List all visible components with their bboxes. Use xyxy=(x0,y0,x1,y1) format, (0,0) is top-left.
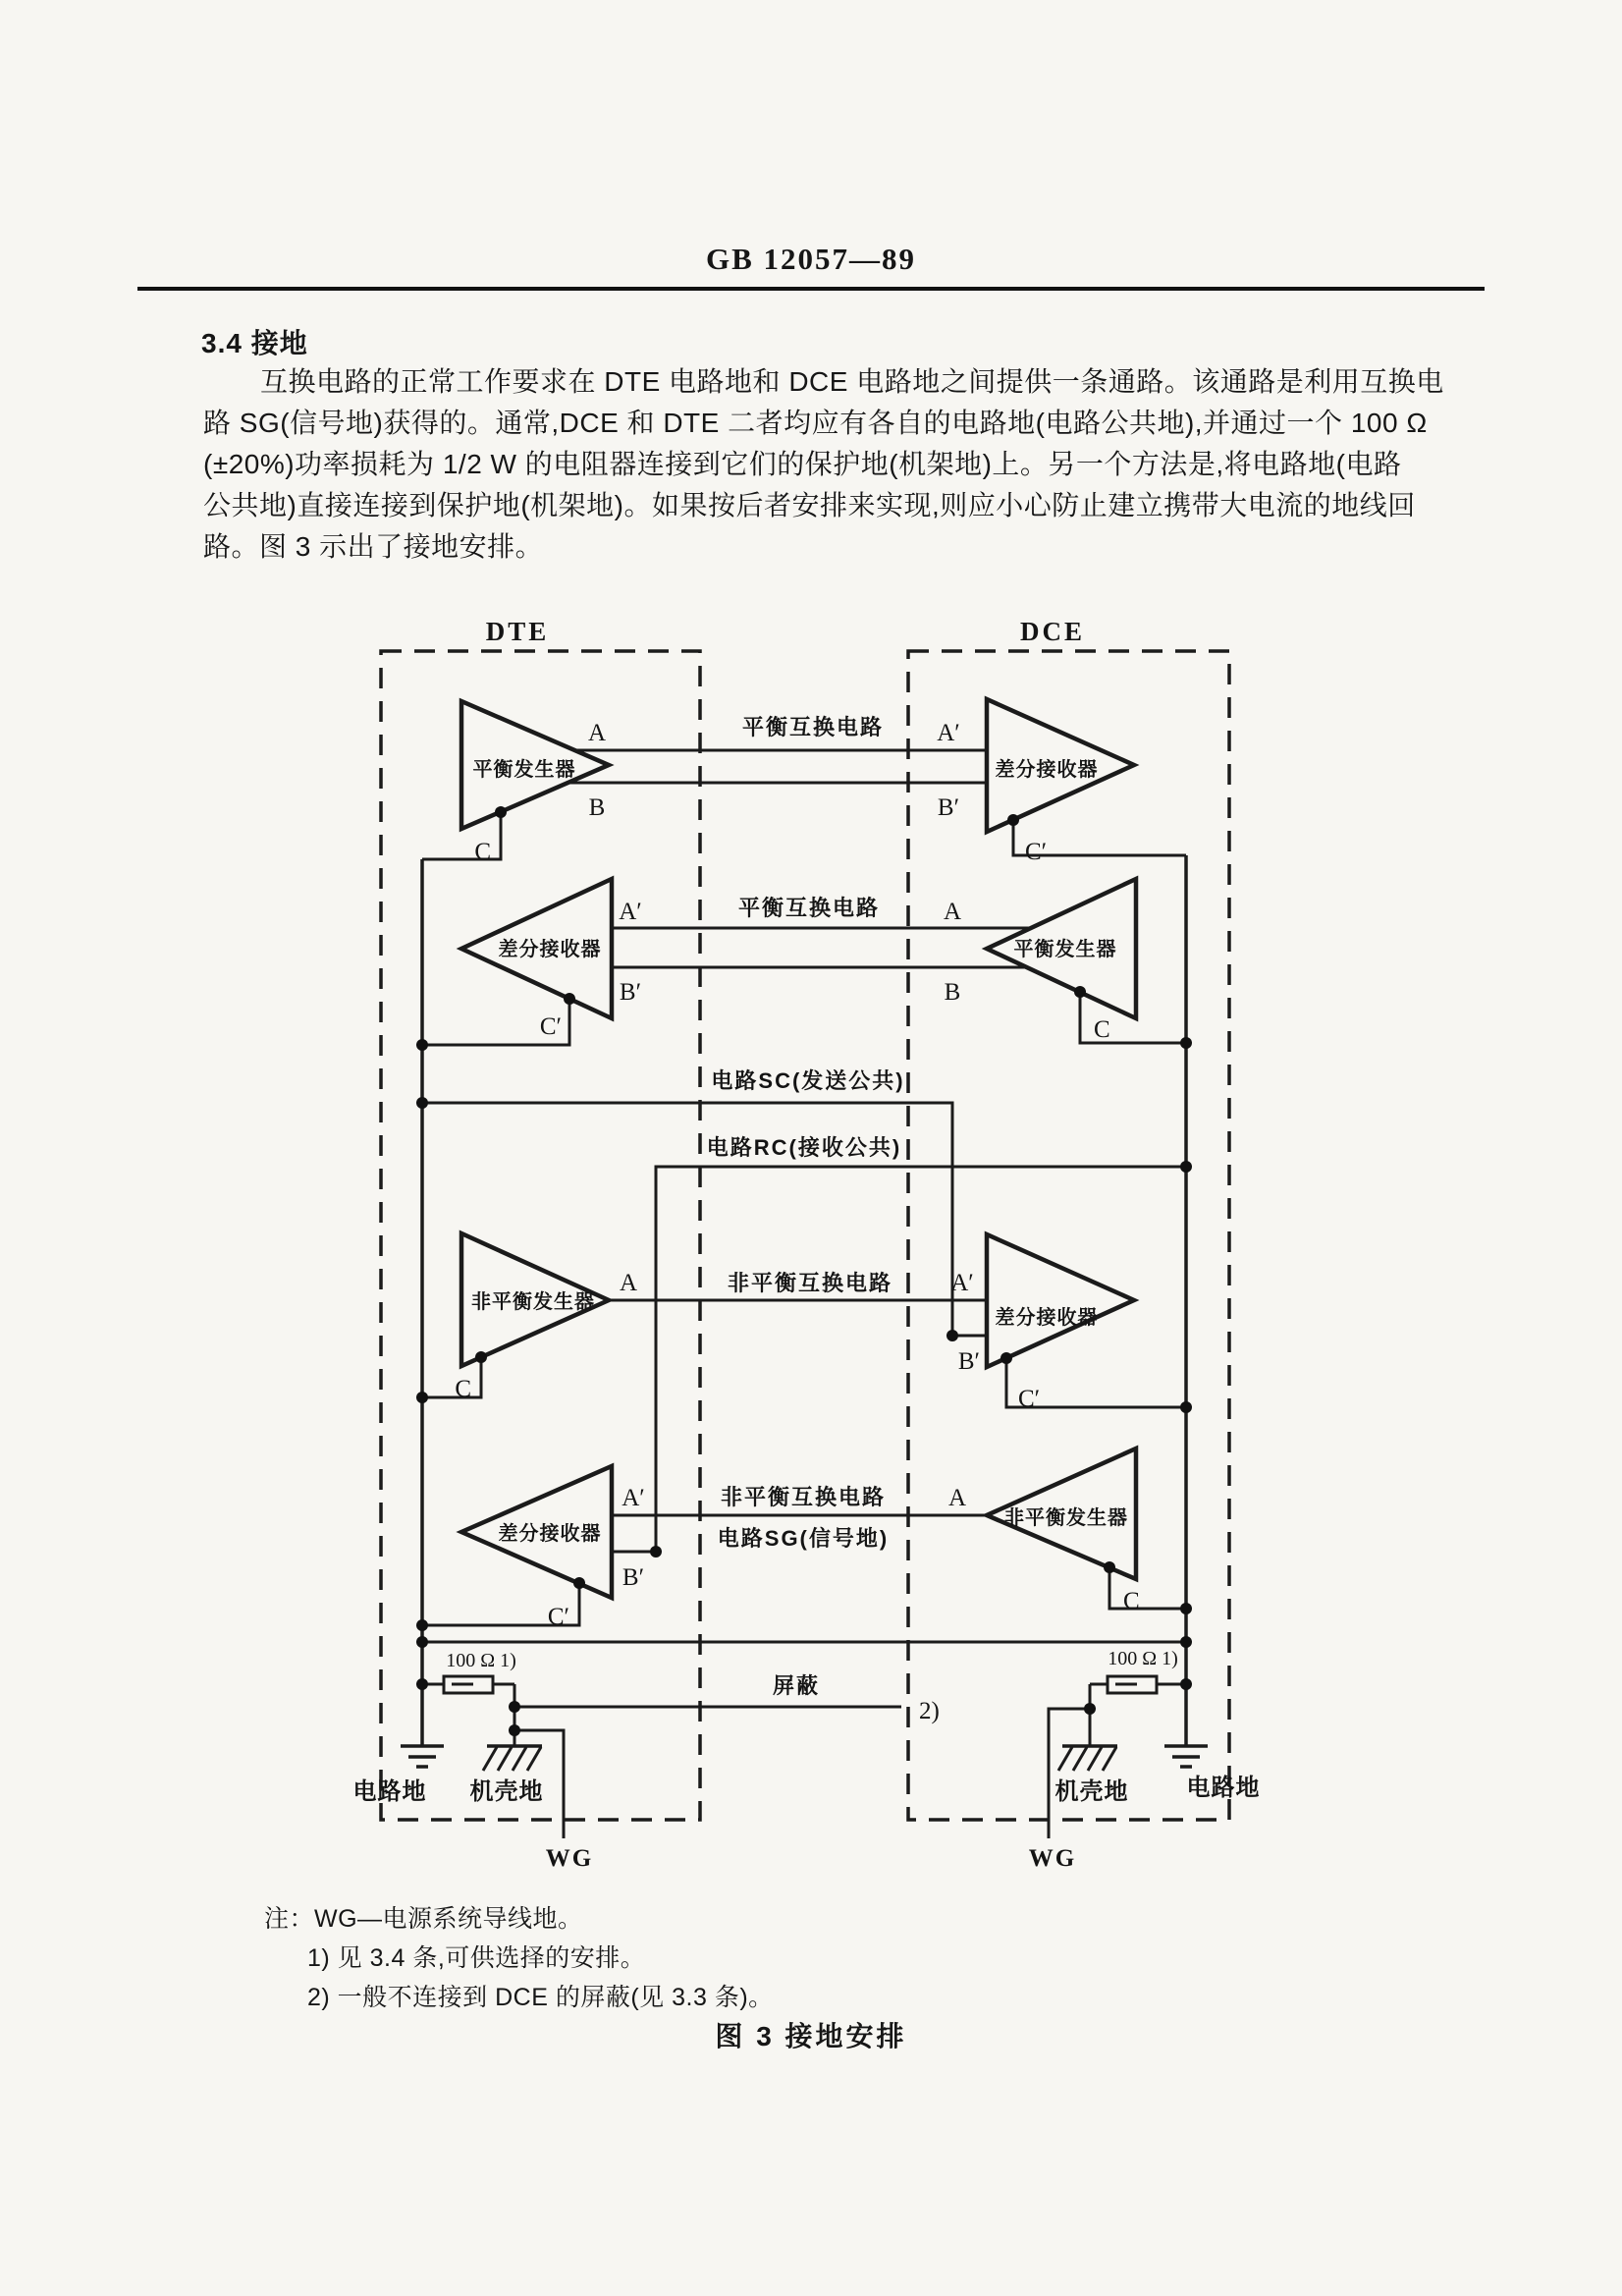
pin-label: A xyxy=(947,1485,967,1511)
figure-caption: 图 3 接地安排 xyxy=(715,2021,907,2051)
dte-box xyxy=(381,651,700,1820)
paragraph-line: 互换电路的正常工作要求在 DTE 电路地和 DCE 电路地之间提供一条通路。该通路是利用互换电 xyxy=(260,366,1444,397)
paragraph-line: 路 SG(信号地)获得的。通常,DCE 和 DTE 二者均应有各自的电路地(电路公共地),并通过一个 100 Ω xyxy=(203,408,1428,438)
pin-label: A xyxy=(943,899,962,925)
circuit-label: 非平衡互换电路 xyxy=(727,1271,893,1295)
pin-label: C xyxy=(455,1376,471,1402)
pin-label: B′ xyxy=(622,1564,645,1591)
pin-label: A xyxy=(587,720,607,746)
circuit-label: 电路RC(接收公共) xyxy=(706,1135,902,1160)
note-line: 1) 见 3.4 条,可供选择的安排。 xyxy=(307,1944,646,1972)
pin-label: A′ xyxy=(937,720,960,746)
pin-label: B xyxy=(588,794,606,821)
device-label: 差分接收器 xyxy=(995,759,1099,781)
device-label: 差分接收器 xyxy=(498,939,602,960)
resistor-left xyxy=(444,1676,493,1693)
pin-label: B xyxy=(944,979,961,1006)
paragraph-line: 路。图 3 示出了接地安排。 xyxy=(203,531,544,562)
note-line: 注：WG—电源系统导线地。 xyxy=(264,1905,583,1933)
device-label: 非平衡发生器 xyxy=(471,1291,595,1313)
pin-label: A′ xyxy=(950,1270,974,1296)
device-label: 差分接收器 xyxy=(498,1523,602,1545)
device-label: 平衡发生器 xyxy=(1013,939,1117,960)
circuit-label: 非平衡互换电路 xyxy=(720,1485,887,1509)
pin-label: A′ xyxy=(619,899,642,925)
resistor-right xyxy=(1108,1676,1157,1693)
circuit-label: 平衡互换电路 xyxy=(737,896,881,920)
pin-label: A′ xyxy=(622,1485,645,1511)
pin-label: B′ xyxy=(957,1348,980,1375)
pin-label: B′ xyxy=(937,794,960,821)
resistor-value-label: 100 Ω 1) xyxy=(1108,1648,1178,1669)
circuit-label: 平衡互换电路 xyxy=(741,715,885,739)
chassis-ground-symbol-right xyxy=(1058,1746,1117,1771)
pin-label: A xyxy=(619,1270,638,1296)
pin-label: C′ xyxy=(539,1013,562,1040)
shield-label: 屏蔽 xyxy=(772,1673,821,1698)
wg-label: WG xyxy=(545,1845,594,1872)
standard-number-header: GB 12057—89 xyxy=(705,242,917,276)
pin-label: B′ xyxy=(619,979,642,1006)
chassis-ground-label: 机壳地 xyxy=(469,1778,544,1805)
pin-label: C xyxy=(474,839,491,865)
ground-network-right xyxy=(1049,1684,1186,1838)
resistor-value-label: 100 Ω 1) xyxy=(446,1650,516,1671)
pin-label: C xyxy=(1094,1016,1110,1043)
section-heading: 3.4 接地 xyxy=(201,328,308,358)
differential-receiver-symbol xyxy=(987,1234,1134,1367)
device-label: 非平衡发生器 xyxy=(1004,1507,1128,1529)
circuit-label: 电路SG(信号地) xyxy=(717,1526,890,1551)
chassis-ground-symbol-left xyxy=(483,1746,542,1771)
note2-marker: 2) xyxy=(919,1698,940,1724)
pin-label: C′ xyxy=(1018,1386,1041,1412)
note-line: 2) 一般不连接到 DCE 的屏蔽(见 3.3 条)。 xyxy=(307,1984,774,2011)
paragraph-line: 公共地)直接连接到保护地(机架地)。如果按后者安排来实现,则应小心防止建立携带大电流的地线回 xyxy=(203,490,1416,520)
device-label: 差分接收器 xyxy=(995,1307,1099,1329)
circuit-ground-symbol-left xyxy=(401,1746,444,1767)
paragraph-line: (±20%)功率损耗为 1/2 W 的电阻器连接到它们的保护地(机架地)上。另一个方法是,将电路地(电路 xyxy=(203,449,1402,479)
pin-label: C′ xyxy=(547,1604,569,1630)
dte-label: DTE xyxy=(485,617,550,646)
ground-network-left xyxy=(422,1684,901,1838)
circuit-ground-label: 电路地 xyxy=(1186,1775,1261,1801)
pin-label: C xyxy=(1123,1588,1140,1614)
wg-label: WG xyxy=(1028,1845,1077,1872)
pin-label: C′ xyxy=(1025,839,1048,865)
circuit-label: 电路SC(发送公共) xyxy=(711,1068,905,1093)
circuit-ground-label: 电路地 xyxy=(352,1778,427,1805)
figure-notes xyxy=(264,1899,774,2017)
chassis-ground-label: 机壳地 xyxy=(1054,1778,1129,1805)
device-label: 平衡发生器 xyxy=(472,759,576,781)
dce-label: DCE xyxy=(1019,617,1086,646)
circuit-ground-symbol-right xyxy=(1164,1746,1208,1767)
